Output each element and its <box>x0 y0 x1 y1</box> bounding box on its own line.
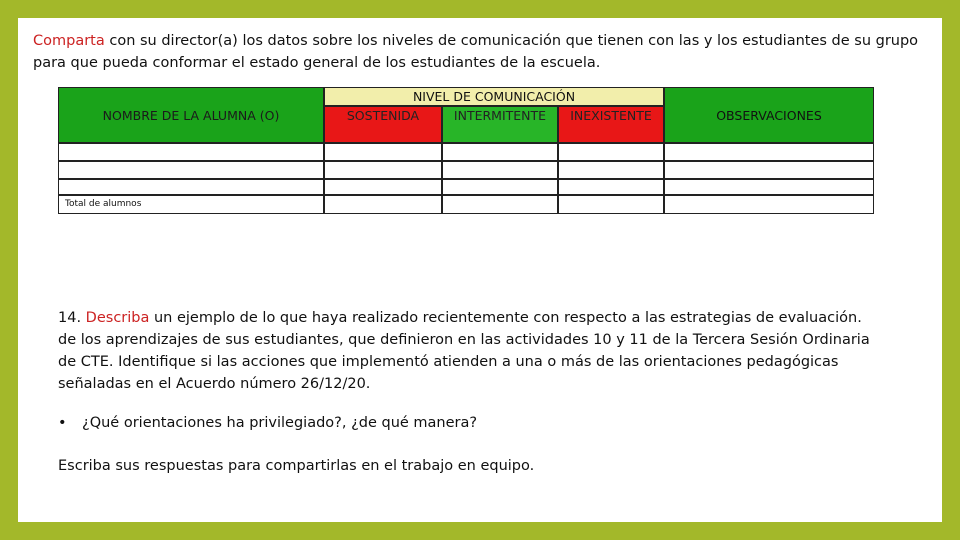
bullet-symbol: • <box>58 415 67 431</box>
header-intermitente: INTERMITENTE <box>442 106 558 143</box>
table-cell[interactable] <box>442 195 558 214</box>
header-name <box>58 87 324 143</box>
table-cell[interactable] <box>324 143 442 161</box>
table-cell[interactable] <box>442 161 558 179</box>
table-cell[interactable] <box>558 195 664 214</box>
closing-instruction: Escriba sus respuestas para compartirlas en el trabajo en equipo. <box>58 458 535 474</box>
question-number: 14. <box>58 310 82 326</box>
table-cell[interactable] <box>324 179 442 195</box>
table-cell[interactable] <box>664 179 874 195</box>
table-cell[interactable] <box>664 143 874 161</box>
intro-highlight: Comparta <box>33 33 105 49</box>
table-cell[interactable] <box>558 179 664 195</box>
question-highlight: Describa <box>85 310 150 326</box>
header-nivel: NIVEL DE COMUNICACIÓN <box>324 87 664 106</box>
table-cell[interactable] <box>324 161 442 179</box>
table-cell[interactable] <box>558 143 664 161</box>
header-observaciones-label: OBSERVACIONES <box>716 107 822 123</box>
table-cell[interactable] <box>58 143 324 161</box>
table-cell[interactable] <box>58 161 324 179</box>
intro-paragraph <box>33 30 933 74</box>
slide <box>18 18 942 522</box>
intro-text: con su director(a) los datos sobre los niveles de comunicación que tienen con las y los estudiantes de su grupo para que pueda conformar el estado general de los estudiantes de la escuela. <box>33 33 919 71</box>
total-label: Total de alumnos <box>58 195 324 214</box>
table-cell[interactable] <box>442 179 558 195</box>
table-cell[interactable] <box>664 195 874 214</box>
question-paragraph <box>58 307 878 395</box>
table-cell[interactable] <box>442 143 558 161</box>
header-inexistente: INEXISTENTE <box>558 106 664 143</box>
header-name-label: NOMBRE DE LA ALUMNA (O) <box>102 107 280 123</box>
table-cell[interactable] <box>58 179 324 195</box>
table-cell[interactable] <box>324 195 442 214</box>
table-cell[interactable] <box>558 161 664 179</box>
bullet-text: ¿Qué orientaciones ha privilegiado?, ¿de qué manera? <box>82 415 478 431</box>
table-cell[interactable] <box>664 161 874 179</box>
header-sostenida: SOSTENIDA <box>324 106 442 143</box>
header-observaciones <box>664 87 874 143</box>
question-text: un ejemplo de lo que haya realizado recientemente con respecto a las estrategias de evaluación. de los aprendizajes de sus estudiantes, que definieron en las actividades 10 y 11 de la Tercera Sesión Ordinaria de CTE. Identifique si las acciones que implementó atienden a una o más de las orientaciones pedagógicas señaladas en el Acuerdo número 26/12/20. <box>58 310 870 392</box>
